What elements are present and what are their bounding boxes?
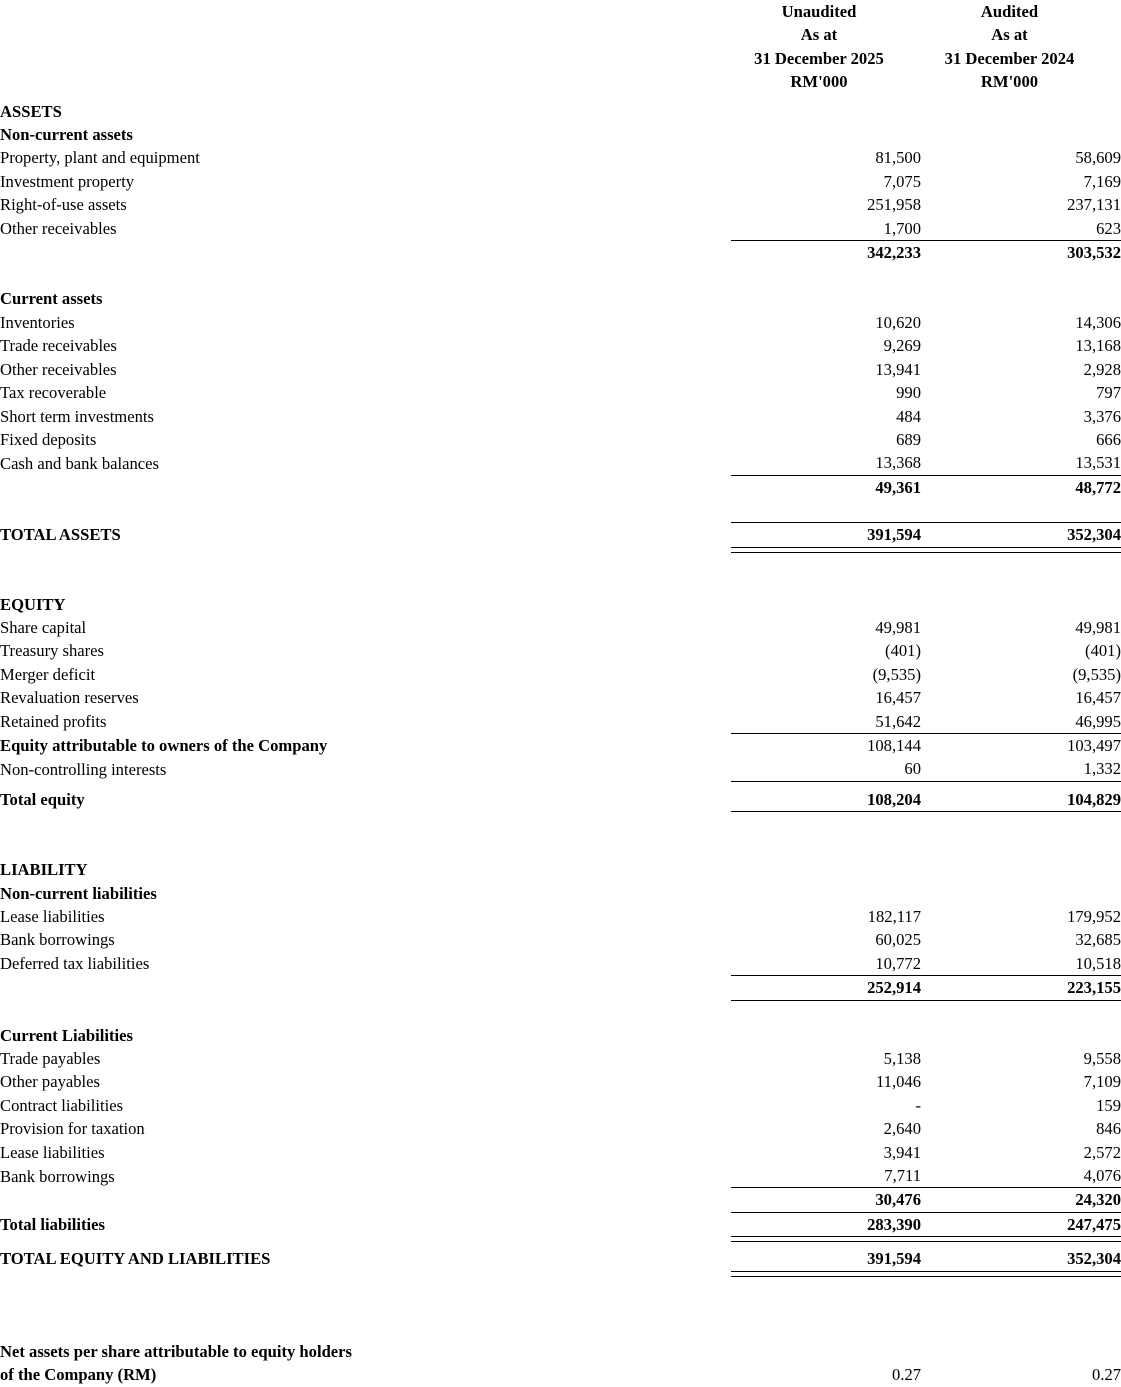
row-value-col2: 159 xyxy=(1096,1095,1121,1115)
net-assets-per-share-row-line1 xyxy=(0,1340,1121,1363)
subtotal-value-col2: 223,155 xyxy=(921,976,1121,1000)
total-liabilities-label: Total liabilities xyxy=(0,1214,105,1234)
equity-attributable-value-col1: 108,144 xyxy=(731,733,921,757)
row-value-col2: 7,169 xyxy=(1083,171,1121,191)
col2-date: 31 December 2024 xyxy=(944,48,1075,68)
col2-unit: RM'000 xyxy=(980,72,1039,92)
total-equity-and-liabilities-value-col2: 352,304 xyxy=(921,1247,1121,1270)
table-row xyxy=(0,1047,1121,1070)
row-value-col2: 4,076 xyxy=(1083,1166,1121,1186)
header-row-as-at xyxy=(0,23,1121,46)
row-label: Cash and bank balances xyxy=(0,453,159,473)
total-equity-and-liabilities-row xyxy=(0,1247,1121,1270)
row-label: Contract liabilities xyxy=(0,1095,124,1115)
row-value-col1: 5,138 xyxy=(883,1049,921,1069)
table-row xyxy=(0,193,1121,216)
row-value-col2: 179,952 xyxy=(1067,907,1121,926)
subtotal-value-col2: 24,320 xyxy=(921,1188,1121,1212)
total-equity-value-col1: 108,204 xyxy=(731,788,921,812)
row-label: Lease liabilities xyxy=(0,907,105,926)
row-label: Trade receivables xyxy=(0,336,117,356)
table-row xyxy=(0,1164,1121,1188)
table-row xyxy=(0,952,1121,976)
row-value-col1: 60,025 xyxy=(875,930,921,950)
equity-heading: EQUITY xyxy=(0,594,66,614)
row-value-col1: 51,642 xyxy=(875,711,921,731)
total-equity-row xyxy=(0,788,1121,812)
subheading-current-assets xyxy=(0,287,1121,310)
row-label: Right-of-use assets xyxy=(0,195,127,215)
row-value-col1: 81,500 xyxy=(875,148,921,168)
table-row xyxy=(0,217,1121,241)
liability-heading: LIABILITY xyxy=(0,860,88,880)
table-row xyxy=(0,928,1121,951)
total-liabilities-value-col1: 283,390 xyxy=(731,1212,921,1236)
row-value-col1: (401) xyxy=(885,641,921,661)
total-equity-label: Total equity xyxy=(0,790,85,810)
total-assets-value-col1: 391,594 xyxy=(731,523,921,547)
row-value-col1: (9,535) xyxy=(872,664,921,684)
subtotal-row-non-current-liabilities xyxy=(0,976,1121,1000)
row-label: Treasury shares xyxy=(0,641,105,661)
table-row xyxy=(0,405,1121,428)
current-assets-subheading: Current assets xyxy=(0,289,103,309)
subheading-current-liabilities xyxy=(0,1024,1121,1047)
row-label: Other receivables xyxy=(0,219,117,239)
table-row xyxy=(0,428,1121,451)
net-assets-per-share-label-line2: of the Company (RM) xyxy=(0,1365,157,1385)
col1-audit-status: Unaudited xyxy=(781,2,857,21)
row-value-col1: 7,075 xyxy=(883,171,921,191)
header-blank xyxy=(0,23,731,46)
equity-attributable-label: Equity attributable to owners of the Company xyxy=(0,735,328,755)
row-value-col2: 846 xyxy=(1096,1119,1121,1139)
table-row xyxy=(0,616,1121,639)
col1-date: 31 December 2025 xyxy=(754,48,884,68)
subtotal-row-non-current-assets xyxy=(0,241,1121,265)
total-equity-value-col2: 104,829 xyxy=(921,788,1121,812)
subtotal-value-col2: 48,772 xyxy=(921,475,1121,499)
header-blank xyxy=(0,47,731,70)
nci-label: Non-controlling interests xyxy=(0,759,167,779)
table-row xyxy=(0,358,1121,381)
row-value-col1: 9,269 xyxy=(883,336,921,356)
subheading-non-current-liabilities xyxy=(0,882,1121,905)
table-row xyxy=(0,334,1121,357)
section-heading-equity xyxy=(0,593,1121,616)
row-value-col1: 13,368 xyxy=(875,453,921,473)
row-value-col2: 13,531 xyxy=(1075,453,1121,473)
row-label: Bank borrowings xyxy=(0,930,115,950)
table-row xyxy=(0,1141,1121,1164)
total-equity-and-liabilities-value-col1: 391,594 xyxy=(731,1247,921,1270)
row-value-col2: 666 xyxy=(1096,429,1121,449)
header-blank xyxy=(0,0,731,23)
row-value-col2: (401) xyxy=(1085,641,1121,661)
total-assets-label: TOTAL ASSETS xyxy=(0,525,121,545)
subtotal-row-current-assets xyxy=(0,475,1121,499)
total-liabilities-value-col2: 247,475 xyxy=(921,1212,1121,1236)
row-label: Lease liabilities xyxy=(0,1142,105,1162)
table-row xyxy=(0,1070,1121,1093)
header-row-unit xyxy=(0,70,1121,93)
row-value-col1: 2,640 xyxy=(883,1119,921,1139)
row-value-col2: 32,685 xyxy=(1075,930,1121,950)
col2-audit-status: Audited xyxy=(980,2,1039,21)
section-heading-assets xyxy=(0,100,1121,123)
row-label: Revaluation reserves xyxy=(0,688,139,708)
assets-heading: ASSETS xyxy=(0,101,62,121)
total-liabilities-row xyxy=(0,1212,1121,1236)
row-value-col2: 13,168 xyxy=(1075,336,1121,356)
row-label: Property, plant and equipment xyxy=(0,148,200,168)
row-label: Retained profits xyxy=(0,712,107,732)
table-row xyxy=(0,146,1121,169)
row-label: Short term investments xyxy=(0,406,154,426)
table-row xyxy=(0,663,1121,686)
net-assets-per-share-value-col1: 0.27 xyxy=(891,1365,921,1385)
row-label: Merger deficit xyxy=(0,664,96,684)
net-assets-per-share-label-line1: Net assets per share attributable to equity holders xyxy=(0,1341,352,1361)
subtotal-value-col1: 342,233 xyxy=(731,241,921,265)
row-value-col1: 990 xyxy=(896,383,921,403)
total-assets-row xyxy=(0,523,1121,547)
row-label: Fixed deposits xyxy=(0,429,97,449)
table-row xyxy=(0,381,1121,404)
col1-as-at: As at xyxy=(800,25,838,45)
non-current-liabilities-subheading: Non-current liabilities xyxy=(0,883,157,903)
row-value-col1: 182,117 xyxy=(867,907,921,926)
header-blank xyxy=(0,70,731,93)
current-liabilities-subheading: Current Liabilities xyxy=(0,1025,133,1045)
row-label: Deferred tax liabilities xyxy=(0,954,150,974)
row-value-col2: 623 xyxy=(1096,218,1121,238)
table-row xyxy=(0,1094,1121,1117)
non-current-assets-subheading: Non-current assets xyxy=(0,125,133,145)
row-value-col1: 3,941 xyxy=(883,1142,921,1162)
non-controlling-interests-row xyxy=(0,757,1121,781)
row-value-col2: 797 xyxy=(1096,383,1121,403)
col1-unit: RM'000 xyxy=(790,72,848,92)
row-label: Provision for taxation xyxy=(0,1119,145,1139)
row-label: Share capital xyxy=(0,617,87,637)
row-value-col2: 9,558 xyxy=(1083,1049,1121,1069)
row-value-col1: 13,941 xyxy=(875,359,921,379)
table-row xyxy=(0,639,1121,662)
subheading-non-current-assets xyxy=(0,123,1121,146)
section-heading-liability xyxy=(0,858,1121,881)
row-label: Inventories xyxy=(0,312,75,332)
subtotal-value-col1: 49,361 xyxy=(731,475,921,499)
row-value-col1: - xyxy=(915,1095,921,1115)
subtotal-row-current-liabilities xyxy=(0,1188,1121,1212)
table-row xyxy=(0,905,1121,928)
net-assets-per-share-row-line2 xyxy=(0,1363,1121,1386)
table-row xyxy=(0,451,1121,475)
row-label: Tax recoverable xyxy=(0,383,107,403)
header-row-audit-status xyxy=(0,0,1121,23)
subtotal-value-col1: 30,476 xyxy=(731,1188,921,1212)
row-label: Trade payables xyxy=(0,1049,101,1069)
row-value-col2: 3,376 xyxy=(1083,406,1121,426)
row-value-col1: 251,958 xyxy=(867,195,921,215)
row-value-col1: 7,711 xyxy=(884,1166,921,1186)
row-value-col2: 58,609 xyxy=(1075,148,1121,168)
row-value-col2: 14,306 xyxy=(1075,312,1121,332)
table-row xyxy=(0,170,1121,193)
row-value-col2: 2,928 xyxy=(1083,359,1121,379)
row-value-col2: 10,518 xyxy=(1075,953,1121,973)
equity-attributable-row xyxy=(0,733,1121,757)
total-assets-value-col2: 352,304 xyxy=(921,523,1121,547)
net-assets-per-share-value-col2: 0.27 xyxy=(1091,1365,1121,1385)
col2-as-at: As at xyxy=(991,25,1028,45)
header-row-date xyxy=(0,47,1121,70)
row-value-col1: 49,981 xyxy=(875,617,921,637)
row-value-col1: 484 xyxy=(896,406,921,426)
row-label: Other receivables xyxy=(0,359,117,379)
row-value-col1: 16,457 xyxy=(875,688,921,708)
row-label: Investment property xyxy=(0,171,135,191)
row-value-col2: 16,457 xyxy=(1075,688,1121,708)
row-value-col2: 7,109 xyxy=(1083,1072,1121,1092)
nci-value-col2: 1,332 xyxy=(921,757,1121,781)
nci-value-col1: 60 xyxy=(731,757,921,781)
table-row xyxy=(0,311,1121,334)
row-label: Bank borrowings xyxy=(0,1166,115,1186)
row-value-col2: 46,995 xyxy=(1075,711,1121,731)
row-value-col1: 10,620 xyxy=(875,312,921,332)
total-equity-and-liabilities-label: TOTAL EQUITY AND LIABILITIES xyxy=(0,1249,271,1269)
table-row xyxy=(0,710,1121,734)
row-value-col1: 689 xyxy=(896,429,921,449)
row-value-col2: 2,572 xyxy=(1083,1142,1121,1162)
row-label: Other payables xyxy=(0,1072,100,1092)
row-value-col1: 11,046 xyxy=(875,1072,921,1092)
table-row xyxy=(0,1117,1121,1140)
row-value-col1: 10,772 xyxy=(875,953,921,973)
row-value-col2: 49,981 xyxy=(1075,617,1121,637)
equity-attributable-value-col2: 103,497 xyxy=(921,733,1121,757)
subtotal-value-col1: 252,914 xyxy=(731,976,921,1000)
table-row xyxy=(0,686,1121,709)
row-value-col1: 1,700 xyxy=(883,218,921,238)
row-value-col2: 237,131 xyxy=(1067,195,1121,215)
subtotal-value-col2: 303,532 xyxy=(921,241,1121,265)
row-value-col2: (9,535) xyxy=(1072,664,1121,684)
